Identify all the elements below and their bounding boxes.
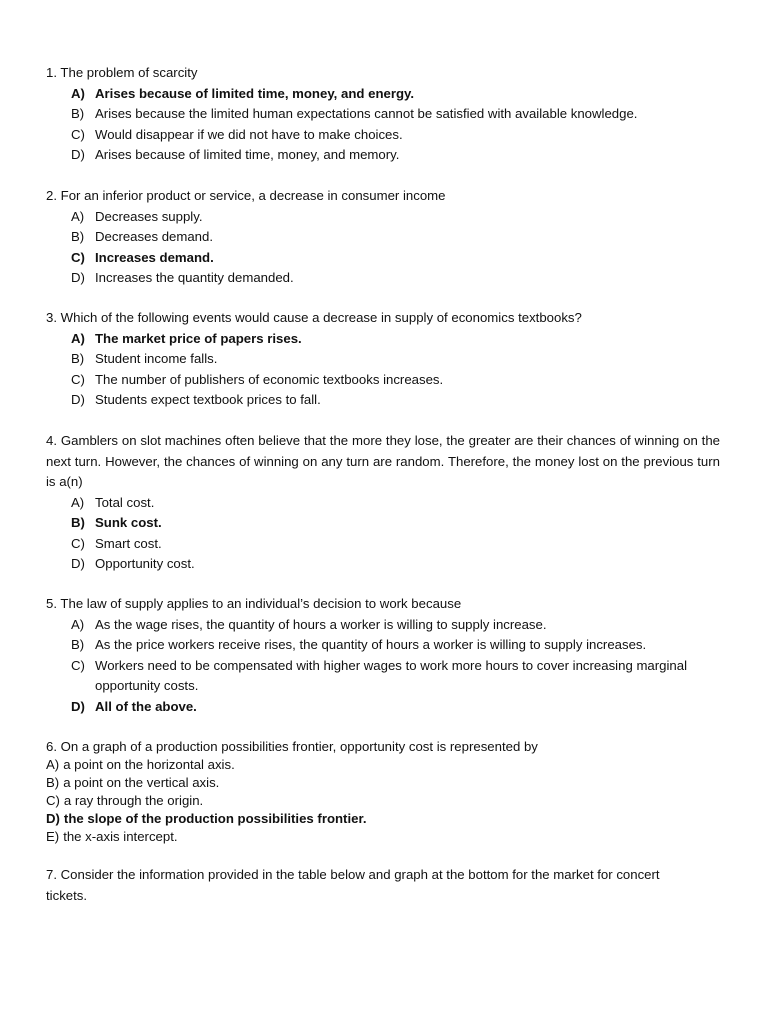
question-stem: 3. Which of the following events would cause a decrease in supply of economics textbooks? [46,310,582,325]
option-c: C) Would disappear if we did not have to make choices. [71,126,403,142]
option-c: C) The number of publishers of economic textbooks increases. [71,371,444,387]
option-list [71,207,720,289]
option-list [46,756,720,846]
option-b: B) As the price workers receive rises, the quantity of hours a worker is willing to supply increases. [71,637,647,652]
option-d: D) Opportunity cost. [71,556,195,571]
option-b: B) Decreases demand. [71,229,214,244]
option-d: D) Students expect textbook prices to fall. [71,392,321,407]
question-4 [46,431,720,575]
option-list [71,493,720,575]
option-b: B) a point on the vertical axis. [46,775,220,790]
option-d: D) the slope of the production possibilities frontier. [46,811,367,826]
option-b: B) Student income falls. [71,351,218,366]
question-stem: 6. On a graph of a production possibilities frontier, opportunity cost is represented by [46,739,538,754]
option-a: A) a point on the horizontal axis. [46,757,235,772]
option-c: C) Smart cost. [71,535,162,551]
question-stem: 7. Consider the information provided in the table below and graph at the bottom for the market for concert tickets. [46,867,660,903]
option-b: B) Arises because the limited human expectations cannot be satisfied with available knowledge. [71,106,638,121]
option-a: A) As the wage rises, the quantity of hours a worker is willing to supply increase. [71,616,547,632]
option-c: C) a ray through the origin. [46,793,204,808]
question-2 [46,186,720,289]
option-a: A) The market price of papers rises. [71,330,302,346]
option-c: C) Workers need to be compensated with higher wages to work more hours to cover increasing marginal opportunity costs. [71,657,688,693]
option-c: C) Increases demand. [71,249,214,265]
option-b: B) Sunk cost. [71,515,162,530]
option-list [71,329,720,411]
option-d: D) Increases the quantity demanded. [71,270,294,285]
option-a: A) Arises because of limited time, money, and energy. [71,85,415,101]
question-1 [46,63,720,166]
question-stem: 1. The problem of scarcity [46,65,198,80]
question-6 [46,737,720,846]
question-3 [46,308,720,411]
option-list [71,84,720,166]
option-list [71,615,720,718]
option-a: A) Decreases supply. [71,208,203,224]
option-d: D) Arises because of limited time, money, and memory. [71,147,400,162]
question-stem: 5. The law of supply applies to an individual’s decision to work because [46,596,462,611]
question-stem: 2. For an inferior product or service, a decrease in consumer income [46,188,446,203]
question-5 [46,594,720,717]
option-a: A) Total cost. [71,494,155,510]
question-7 [46,865,676,906]
option-e: E) the x-axis intercept. [46,829,178,844]
option-d: D) All of the above. [71,698,197,714]
question-stem: 4. Gamblers on slot machines often believe that the more they lose, the greater are their chances of winning on the next turn. However, the chances of winning on any turn are random. Therefore, the money lost on the previous turn is a(n) [46,433,720,489]
